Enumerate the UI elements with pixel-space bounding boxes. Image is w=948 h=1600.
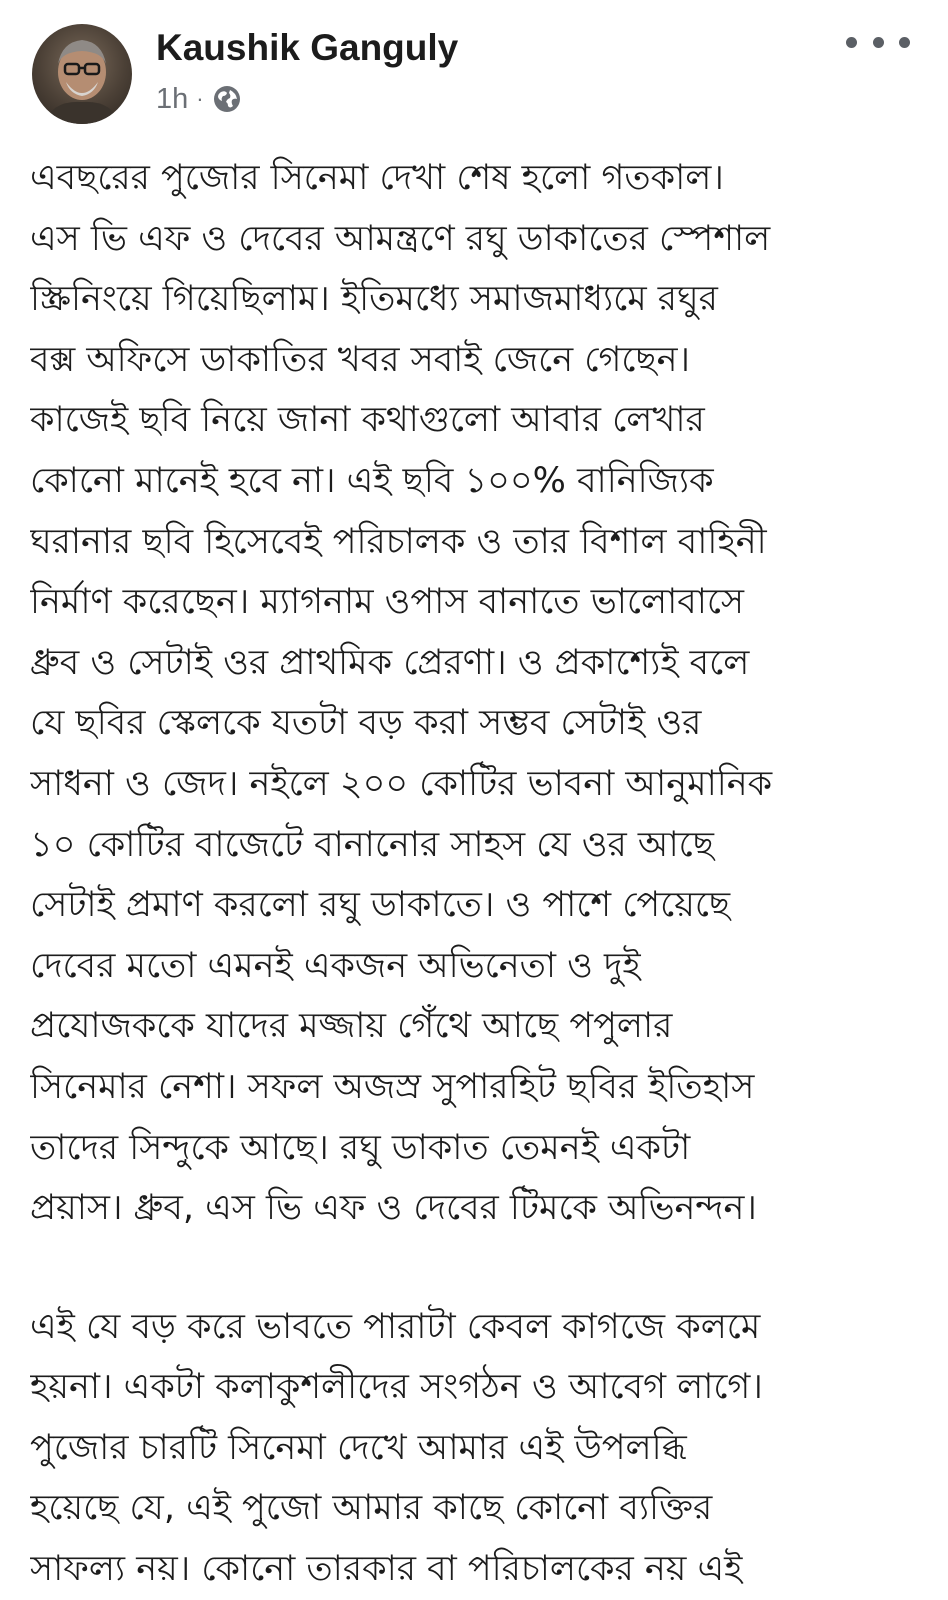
text-line: যে ছবির স্কেলকে যতটা বড় করা সম্ভব সেটাই ওর [30, 703, 702, 744]
text-line: প্রয়াস। ধ্রুব, এস ভি এফ ও দেবের টিমকে অভিনন্দন। [30, 1188, 757, 1229]
globe-icon[interactable] [212, 84, 242, 114]
text-line: নির্মাণ করেছেন। ম্যাগনাম ওপাস বানাতে ভালোবাসে [30, 582, 745, 623]
text-line: ১০ কোটির বাজেটে বানানোর সাহস যে ওর আছে [30, 824, 714, 865]
text-line: সিনেমার নেশা। সফল অজস্র সুপারহিট ছবির ইতিহাস [30, 1066, 755, 1107]
text-line: বক্স অফিসে ডাকাতির খবর সবাই জেনে গেছেন। [30, 339, 691, 380]
more-options-button[interactable] [846, 24, 910, 60]
text-line: হয়েছে যে, এই পুজো আমার কাছে কোনো ব্যক্তির [30, 1488, 713, 1529]
text-line: সাধনা ও জেদ। নইলে ২০০ কোটির ভাবনা আনুমানিক [30, 763, 773, 804]
post-paragraph-1 [30, 148, 930, 1239]
text-line: হয়না। একটা কলাকুশলীদের সংগঠন ও আবেগ লাগে। [30, 1367, 763, 1408]
avatar-portrait-icon [32, 24, 132, 124]
post-body [30, 148, 930, 1600]
paragraph-gap [30, 1239, 930, 1297]
text-line: সেটাই প্রমাণ করলো রঘু ডাকাতে। ও পাশে পেয়েছে [30, 885, 731, 926]
more-options-icon [846, 37, 857, 48]
author-name[interactable]: Kaushik Ganguly [156, 27, 459, 68]
text-line: এস ভি এফ ও দেবের আমন্ত্রণে রঘু ডাকাতের স্পেশাল [30, 218, 771, 259]
text-line: ঘরানার ছবি হিসেবেই পরিচালক ও তার বিশাল বাহিনী [30, 521, 767, 562]
text-line: পুজোর চারটি সিনেমা দেখে আমার এই উপলব্ধি [30, 1427, 687, 1468]
text-line: প্রযোজককে যাদের মজ্জায় গেঁথে আছে পপুলার [30, 1006, 673, 1047]
more-options-icon [899, 37, 910, 48]
text-line: কাজেই ছবি নিয়ে জানা কথাগুলো আবার লেখার [30, 400, 705, 441]
post-meta [156, 80, 242, 118]
text-line: সাফল্য নয়। কোনো তারকার বা পরিচালকের নয় এই [30, 1549, 743, 1590]
post-paragraph-2 [30, 1297, 930, 1600]
text-line: এই যে বড় করে ভাবতে পারাটা কেবল কাগজে কলমে [30, 1306, 761, 1347]
meta-separator: · [196, 86, 204, 111]
text-line: ধ্রুব ও সেটাই ওর প্রাথমিক প্রেরণা। ও প্রকাশ্যেই বলে [30, 642, 750, 683]
text-line: কোনো মানেই হবে না। এই ছবি ১০০% বানিজ্যিক [30, 460, 714, 501]
text-line: স্ক্রিনিংয়ে গিয়েছিলাম। ইতিমধ্যে সমাজমাধ্যমে রঘুর [30, 279, 718, 320]
text-line: তাদের সিন্দুকে আছে। রঘু ডাকাত তেমনই একটা [30, 1127, 691, 1168]
more-options-icon [873, 37, 884, 48]
text-line: দেবের মতো এমনই একজন অভিনেতা ও দুই [30, 945, 641, 986]
text-line: এবছরের পুজোর সিনেমা দেখা শেষ হলো গতকাল। [30, 158, 724, 198]
post-header [0, 0, 948, 140]
avatar[interactable] [32, 24, 132, 124]
post-time[interactable]: 1h [156, 82, 189, 115]
